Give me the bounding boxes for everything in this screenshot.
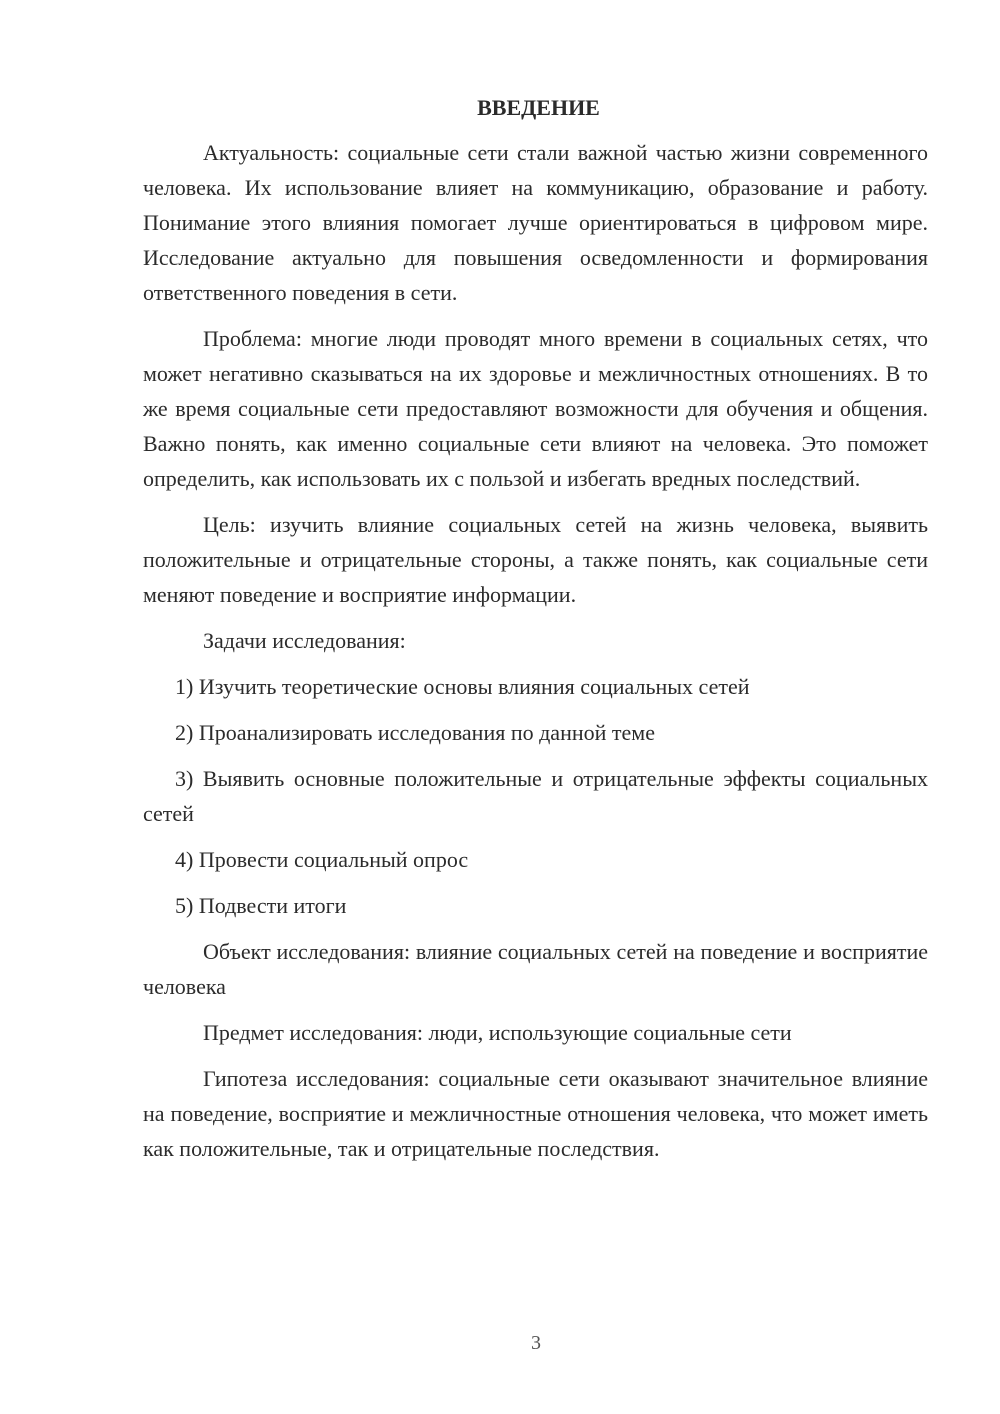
task-item-5: 5) Подвести итоги	[175, 893, 347, 918]
tasks-heading: Задачи исследования:	[203, 628, 406, 653]
problem-paragraph: Проблема: многие люди проводят много времени в социальных сетях, что может негативно сказываться на их здоровье и межличностных отношениях. В то же время социальные сети предоставляют возможности для обучения и общения. Важно понять, как именно социальные сети влияют на человека. Это поможет определить, как использовать их с пользой и избегать вредных последствий.	[143, 326, 928, 491]
page-number: 3	[531, 1332, 541, 1354]
object-paragraph: Объект исследования: влияние социальных сетей на поведение и восприятие человека	[143, 939, 928, 999]
goal-paragraph: Цель: изучить влияние социальных сетей на жизнь человека, выявить положительные и отрицательные стороны, а также понять, как социальные сети меняют поведение и восприятие информации.	[143, 512, 928, 607]
page-body	[143, 90, 928, 1177]
task-item-1: 1) Изучить теоретические основы влияния социальных сетей	[175, 674, 750, 699]
task-item-3: 3) Выявить основные положительные и отрицательные эффекты социальных сетей	[143, 766, 928, 826]
task-item-2: 2) Проанализировать исследования по данной теме	[175, 720, 655, 745]
hypothesis-paragraph: Гипотеза исследования: социальные сети оказывают значительное влияние на поведение, восприятие и межличностные отношения человека, что может иметь как положительные, так и отрицательные последствия.	[143, 1066, 928, 1161]
section-heading: ВВЕДЕНИЕ	[477, 95, 600, 120]
subject-paragraph: Предмет исследования: люди, использующие социальные сети	[203, 1020, 792, 1045]
relevance-paragraph: Актуальность: социальные сети стали важной частью жизни современного человека. Их использование влияет на коммуникацию, образование и работу. Понимание этого влияния помогает лучше ориентироваться в цифровом мире. Исследование актуально для повышения осведомленности и формирования ответственного поведения в сети.	[143, 140, 928, 305]
task-item-4: 4) Провести социальный опрос	[175, 847, 469, 872]
